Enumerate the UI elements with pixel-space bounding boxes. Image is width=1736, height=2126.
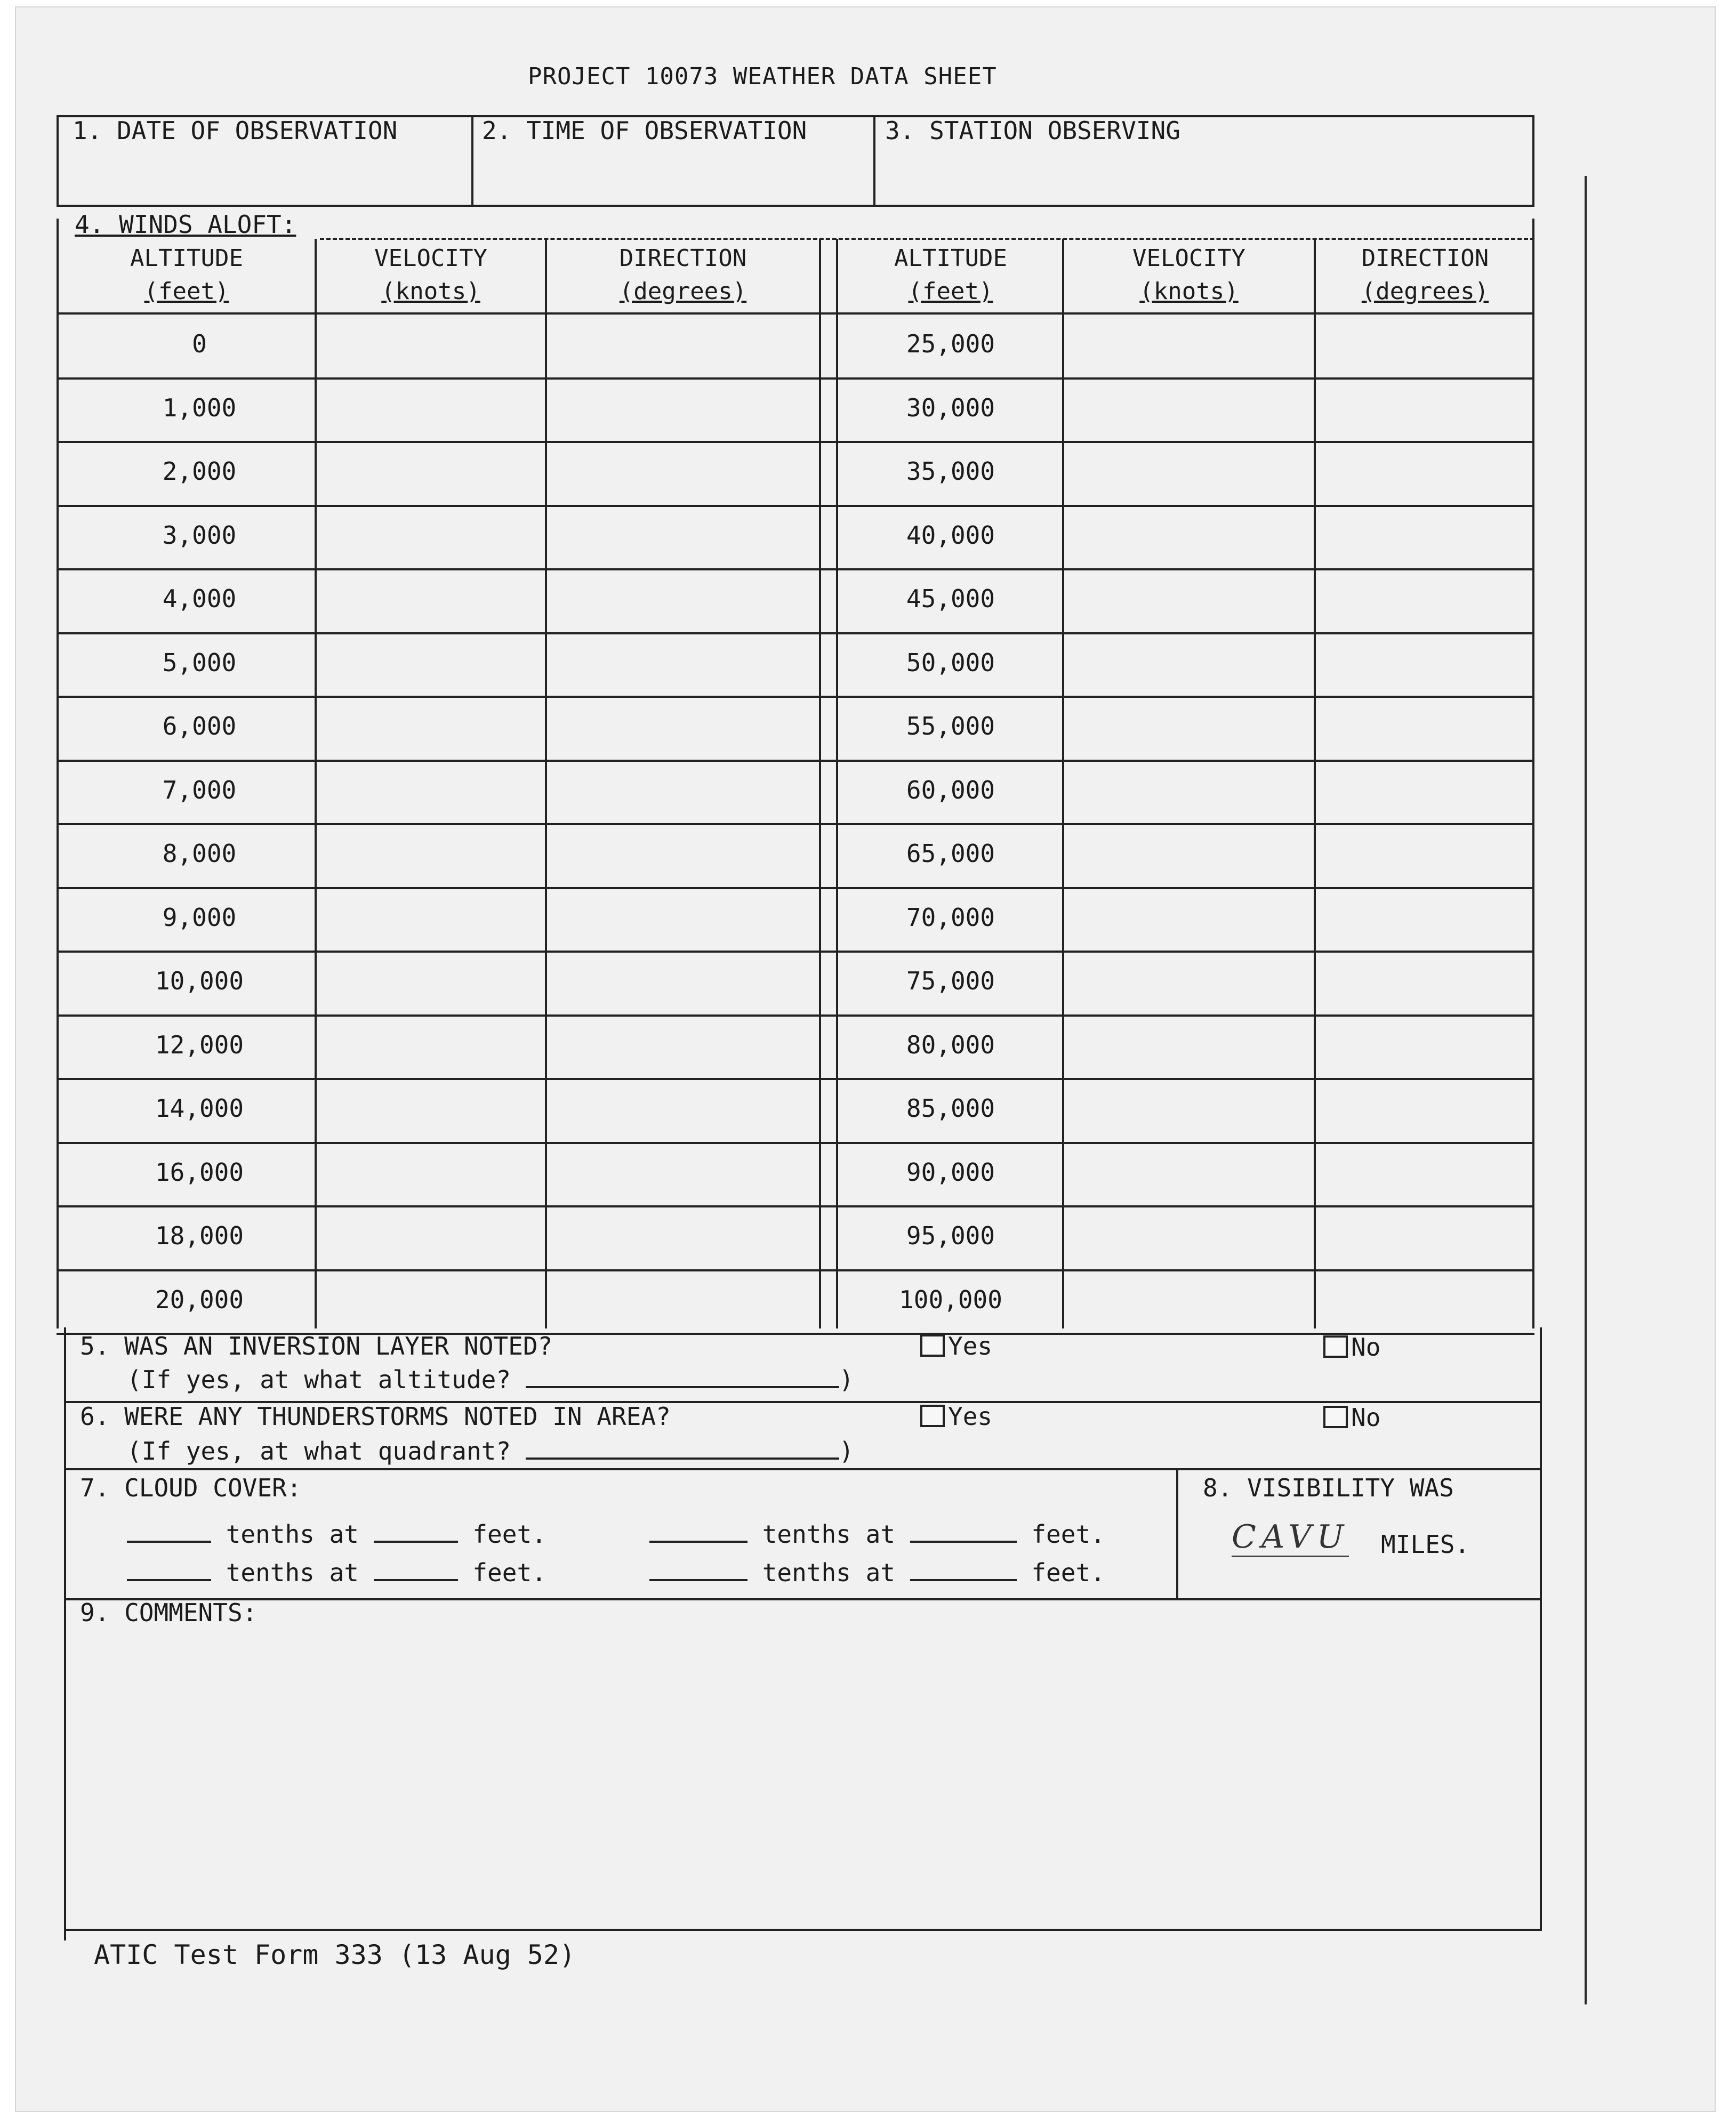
inversion-yes-checkbox[interactable]	[920, 1334, 945, 1357]
inversion-yes-option[interactable]	[920, 1332, 992, 1360]
altitude-left-cell: 0	[192, 329, 207, 358]
thunder-quadrant-field[interactable]	[526, 1436, 839, 1460]
velocity-right-cell[interactable]	[1064, 508, 1314, 567]
col-header-rule	[57, 312, 1534, 315]
header-bottom-rule	[57, 205, 1534, 207]
row-rule	[57, 760, 1534, 762]
direction-left-cell[interactable]	[547, 954, 819, 1012]
velocity-left-cell[interactable]	[317, 890, 545, 949]
thunder-yes-checkbox[interactable]	[920, 1405, 945, 1427]
cloud-feet-field-1[interactable]	[374, 1519, 458, 1543]
cloud-feet-field-3[interactable]	[374, 1558, 458, 1581]
altitude-left-cell: 12,000	[155, 1030, 244, 1059]
altitude-right-cell: 25,000	[906, 329, 995, 358]
velocity-right-cell[interactable]	[1064, 1081, 1314, 1140]
cloud-tenths-3[interactable]	[127, 1558, 211, 1581]
velocity-left-cell[interactable]	[317, 826, 545, 885]
visibility-unit: MILES.	[1381, 1530, 1470, 1559]
inversion-altitude-field[interactable]	[526, 1365, 839, 1388]
inversion-sub-text: (If yes, at what altitude?	[127, 1365, 511, 1394]
direction-right-cell[interactable]	[1316, 571, 1532, 630]
altitude-left-cell: 14,000	[155, 1094, 244, 1123]
row-rule	[57, 1205, 1534, 1207]
sec5-right-rule	[1540, 1327, 1542, 1930]
inversion-no-label: No	[1351, 1333, 1381, 1362]
comments-bottom-rule	[64, 1929, 1542, 1931]
cloud-row-1	[127, 1519, 546, 1549]
velocity-left-cell[interactable]	[317, 444, 545, 503]
velocity-right-cell[interactable]	[1064, 699, 1314, 758]
direction-left-cell[interactable]	[547, 635, 819, 694]
time-field[interactable]	[475, 154, 871, 203]
altitude-left-cell: 6,000	[162, 712, 237, 740]
direction-left-cell[interactable]	[547, 571, 819, 630]
cloud-row-2	[649, 1519, 1105, 1549]
form-title: PROJECT 10073 WEATHER DATA SHEET	[528, 63, 997, 90]
date-field[interactable]	[60, 154, 469, 203]
altitude-right-cell: 85,000	[906, 1094, 995, 1123]
cloud-tenths-at-3: tenths at	[226, 1558, 359, 1587]
altitude-left-cell: 18,000	[155, 1221, 244, 1250]
altitude-right-cell: 65,000	[906, 839, 995, 868]
direction-left-cell[interactable]	[547, 1018, 819, 1076]
cloud-cover-label: 7. CLOUD COVER:	[80, 1473, 302, 1502]
header-divider-2	[873, 115, 875, 206]
row-rule	[57, 568, 1534, 570]
altitude-right-cell: 45,000	[906, 584, 995, 613]
thunder-question: 6. WERE ANY THUNDERSTORMS NOTED IN AREA?	[80, 1402, 671, 1431]
form-footer: ATIC Test Form 333 (13 Aug 52)	[94, 1939, 576, 1970]
velocity-left-cell[interactable]	[317, 635, 545, 694]
direction-left-cell[interactable]	[547, 826, 819, 885]
cloud-feet-field-2[interactable]	[910, 1519, 1017, 1543]
sec7-divider	[1176, 1469, 1178, 1600]
direction-right-cell[interactable]	[1316, 699, 1532, 758]
altitude-right-cell: 70,000	[906, 903, 995, 932]
direction-left-cell[interactable]	[547, 381, 819, 439]
col-rule-3b	[836, 239, 838, 1328]
row-rule	[57, 696, 1534, 698]
row-rule	[57, 951, 1534, 953]
sec5-left-rule	[64, 1327, 66, 1940]
altitude-left-cell: 3,000	[162, 521, 237, 550]
altitude-left-cell: 5,000	[162, 648, 237, 677]
velocity-right-cell[interactable]	[1064, 954, 1314, 1012]
direction-right-cell[interactable]	[1316, 1209, 1532, 1267]
direction-right-cell[interactable]	[1316, 444, 1532, 503]
cloud-feet-3: feet.	[472, 1558, 546, 1587]
direction-right-cell[interactable]	[1316, 1145, 1532, 1204]
col-velocity-left: VELOCITY (knots)	[374, 245, 487, 305]
velocity-right-cell[interactable]	[1064, 1273, 1314, 1331]
row-rule	[57, 377, 1534, 380]
cloud-tenths-at-4: tenths at	[762, 1558, 895, 1587]
station-field[interactable]	[877, 154, 1531, 203]
direction-left-cell[interactable]	[547, 763, 819, 822]
row-rule	[57, 823, 1534, 825]
header-divider-1	[471, 115, 473, 206]
header-left-rule	[57, 115, 59, 206]
inversion-no-checkbox[interactable]	[1323, 1335, 1348, 1358]
header-right-rule	[1532, 115, 1534, 206]
col-rule-outer-left	[57, 219, 59, 1328]
velocity-right-cell[interactable]	[1064, 1018, 1314, 1076]
direction-left-cell[interactable]	[547, 444, 819, 503]
altitude-right-cell: 95,000	[906, 1221, 995, 1250]
direction-right-cell[interactable]	[1316, 826, 1532, 885]
col-rule-outer-right	[1532, 219, 1534, 1328]
velocity-left-cell[interactable]	[317, 381, 545, 439]
direction-right-cell[interactable]	[1316, 1081, 1532, 1140]
velocity-right-cell[interactable]	[1064, 444, 1314, 503]
thunder-yes-label: Yes	[948, 1402, 993, 1431]
winds-dashed-rule	[320, 238, 1534, 240]
direction-left-cell[interactable]	[547, 317, 819, 375]
direction-left-cell[interactable]	[547, 508, 819, 567]
direction-left-cell[interactable]	[547, 699, 819, 758]
altitude-right-cell: 50,000	[906, 648, 995, 677]
direction-right-cell[interactable]	[1316, 890, 1532, 949]
altitude-left-cell: 8,000	[162, 839, 237, 868]
inversion-yes-label: Yes	[948, 1332, 993, 1360]
col-direction-left: DIRECTION (degrees)	[619, 245, 747, 305]
velocity-left-cell[interactable]	[317, 317, 545, 375]
sec6-bottom-rule	[64, 1468, 1542, 1470]
row-rule	[57, 1142, 1534, 1144]
col-direction-right: DIRECTION (degrees)	[1361, 245, 1489, 305]
row-rule	[57, 505, 1534, 507]
thunder-sub-text: (If yes, at what quadrant?	[127, 1437, 511, 1465]
altitude-left-cell: 7,000	[162, 776, 237, 804]
thunder-no-label: No	[1351, 1403, 1381, 1432]
winds-aloft-label: 4. WINDS ALOFT:	[75, 210, 296, 239]
cloud-tenths-2[interactable]	[649, 1519, 748, 1543]
station-label: 3. STATION OBSERVING	[885, 116, 1180, 145]
velocity-left-cell[interactable]	[317, 1209, 545, 1267]
velocity-right-cell[interactable]	[1064, 317, 1314, 375]
col-altitude-right: ALTITUDE (feet)	[894, 245, 1007, 305]
thunder-yes-option[interactable]	[920, 1402, 992, 1431]
velocity-left-cell[interactable]	[317, 1145, 545, 1204]
col-velocity-right: VELOCITY (knots)	[1132, 245, 1245, 305]
velocity-left-cell[interactable]	[317, 1018, 545, 1076]
row-rule	[57, 632, 1534, 634]
cloud-tenths-at-2: tenths at	[762, 1520, 895, 1549]
altitude-left-cell: 4,000	[162, 584, 237, 613]
direction-left-cell[interactable]	[547, 1145, 819, 1204]
paper-edge	[1585, 176, 1587, 2004]
velocity-right-cell[interactable]	[1064, 826, 1314, 885]
cloud-row-3	[127, 1558, 546, 1587]
altitude-left-cell: 1,000	[162, 393, 237, 422]
velocity-right-cell[interactable]	[1064, 1209, 1314, 1267]
cloud-tenths-4[interactable]	[649, 1558, 748, 1581]
velocity-right-cell[interactable]	[1064, 635, 1314, 694]
altitude-right-cell: 60,000	[906, 776, 995, 804]
direction-left-cell[interactable]	[547, 890, 819, 949]
thunder-sub: (If yes, at what quadrant? )	[127, 1437, 854, 1465]
direction-left-cell[interactable]	[547, 1273, 819, 1331]
altitude-left-cell: 20,000	[155, 1285, 244, 1314]
altitude-left-cell: 9,000	[162, 903, 237, 932]
date-label: 1. DATE OF OBSERVATION	[73, 116, 398, 145]
velocity-right-cell[interactable]	[1064, 1145, 1314, 1204]
direction-right-cell[interactable]	[1316, 381, 1532, 439]
altitude-right-cell: 80,000	[906, 1030, 995, 1059]
velocity-left-cell[interactable]	[317, 699, 545, 758]
altitude-right-cell: 75,000	[906, 967, 995, 995]
col-altitude-left: ALTITUDE (feet)	[130, 245, 243, 305]
altitude-right-cell: 35,000	[906, 457, 995, 486]
direction-right-cell[interactable]	[1316, 317, 1532, 375]
inversion-sub: (If yes, at what altitude? )	[127, 1365, 854, 1394]
velocity-left-cell[interactable]	[317, 508, 545, 567]
altitude-left-cell: 16,000	[155, 1158, 244, 1187]
time-label: 2. TIME OF OBSERVATION	[482, 116, 807, 145]
altitude-right-cell: 30,000	[906, 393, 995, 422]
row-rule	[57, 1269, 1534, 1271]
altitude-right-cell: 90,000	[906, 1158, 995, 1187]
velocity-right-cell[interactable]	[1064, 571, 1314, 630]
sec7-bottom-rule	[64, 1598, 1542, 1600]
direction-left-cell[interactable]	[547, 1209, 819, 1267]
velocity-right-cell[interactable]	[1064, 890, 1314, 949]
cloud-feet-4: feet.	[1031, 1558, 1105, 1587]
comments-field[interactable]	[67, 1637, 1537, 1928]
cloud-tenths-at-1: tenths at	[226, 1520, 359, 1549]
cloud-feet-1: feet.	[472, 1520, 546, 1549]
thunder-no-checkbox[interactable]	[1323, 1406, 1348, 1428]
row-rule	[57, 441, 1534, 443]
row-rule	[57, 887, 1534, 889]
direction-right-cell[interactable]	[1316, 1018, 1532, 1076]
direction-right-cell[interactable]	[1316, 635, 1532, 694]
row-rule	[57, 1078, 1534, 1080]
direction-right-cell[interactable]	[1316, 954, 1532, 1012]
visibility-label: 8. VISIBILITY WAS	[1203, 1473, 1454, 1502]
direction-right-cell[interactable]	[1316, 508, 1532, 567]
cloud-tenths-1[interactable]	[127, 1519, 211, 1543]
inversion-question: 5. WAS AN INVERSION LAYER NOTED?	[80, 1332, 553, 1360]
velocity-left-cell[interactable]	[317, 763, 545, 822]
velocity-right-cell[interactable]	[1064, 381, 1314, 439]
altitude-right-cell: 40,000	[906, 521, 995, 550]
velocity-left-cell[interactable]	[317, 571, 545, 630]
velocity-left-cell[interactable]	[317, 1273, 545, 1331]
direction-right-cell[interactable]	[1316, 763, 1532, 822]
visibility-value[interactable]: CAVU	[1232, 1518, 1349, 1557]
cloud-feet-field-4[interactable]	[910, 1558, 1017, 1581]
altitude-left-cell: 2,000	[162, 457, 237, 486]
altitude-right-cell: 100,000	[899, 1285, 1002, 1314]
comments-label: 9. COMMENTS:	[80, 1598, 258, 1627]
thunder-no-option[interactable]	[1323, 1403, 1380, 1432]
altitude-right-cell: 55,000	[906, 712, 995, 740]
altitude-left-cell: 10,000	[155, 967, 244, 995]
velocity-left-cell[interactable]	[317, 1081, 545, 1140]
col-rule-3a	[819, 239, 821, 1328]
direction-left-cell[interactable]	[547, 1081, 819, 1140]
inversion-no-option[interactable]	[1323, 1333, 1380, 1362]
velocity-left-cell[interactable]	[317, 954, 545, 1012]
direction-right-cell[interactable]	[1316, 1273, 1532, 1331]
row-rule	[57, 1014, 1534, 1017]
velocity-right-cell[interactable]	[1064, 763, 1314, 822]
cloud-row-4	[649, 1558, 1105, 1587]
cloud-feet-2: feet.	[1031, 1520, 1105, 1549]
